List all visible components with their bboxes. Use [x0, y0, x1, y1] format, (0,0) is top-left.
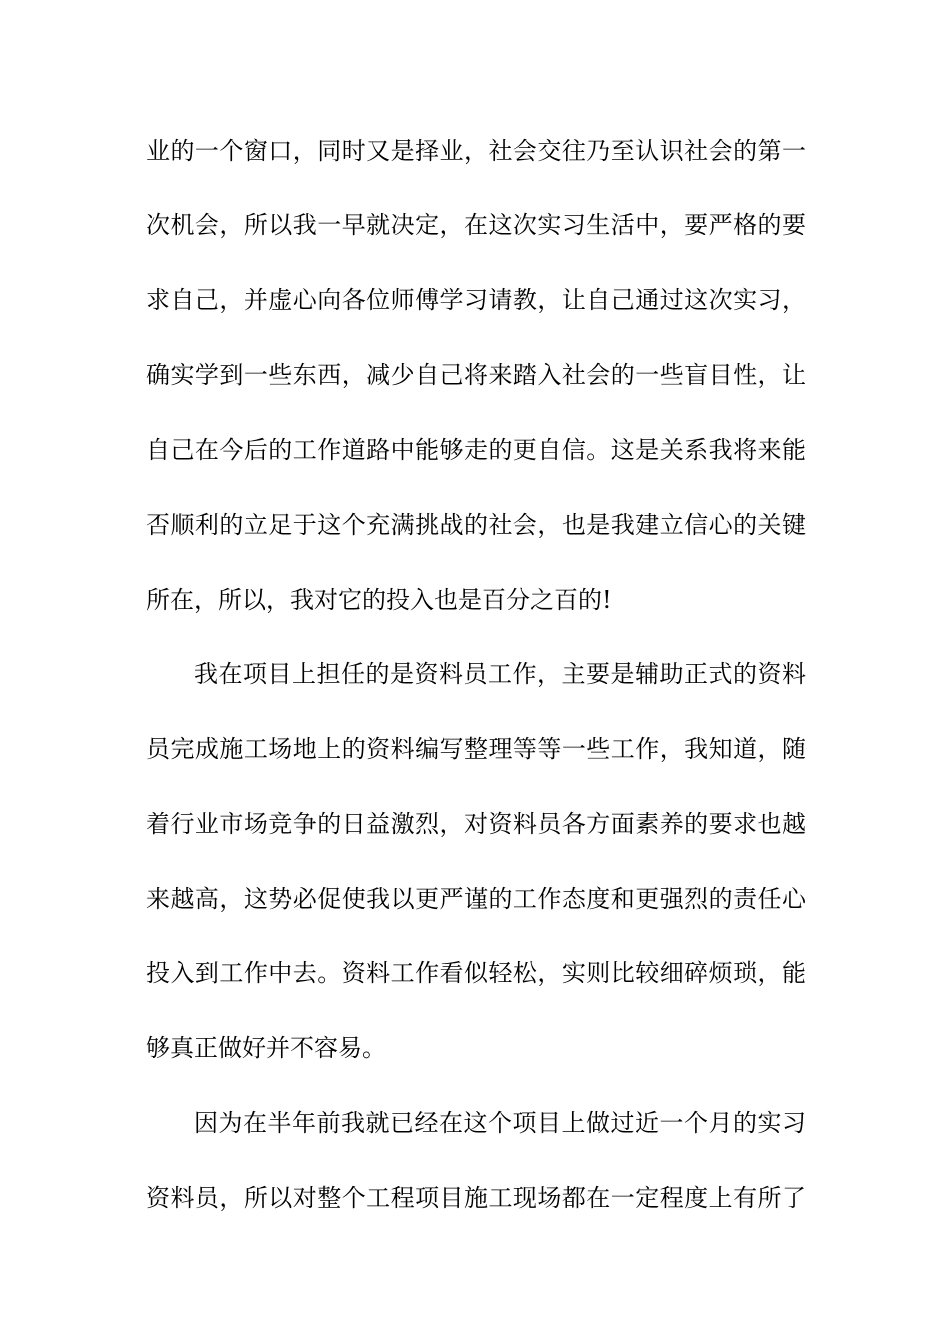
- paragraph-1-line-4: 确实学到一些东西，减少自己将来踏入社会的一些盲目性，让: [146, 361, 806, 389]
- paragraph-1-line-2: 次机会，所以我一早就决定，在这次实习生活中，要严格的要: [146, 211, 806, 239]
- paragraph-1-line-3: 求自己，并虚心向各位师傅学习请教，让自己通过这次实习，: [146, 286, 806, 314]
- paragraph-2-line-1: 我在项目上担任的是资料员工作，主要是辅助正式的资料: [194, 660, 806, 688]
- paragraph-1-line-6: 否顺利的立足于这个充满挑战的社会，也是我建立信心的关键: [146, 511, 806, 539]
- paragraph-1-line-5: 自己在今后的工作道路中能够走的更自信。这是关系我将来能: [146, 436, 806, 464]
- paragraph-2-line-5: 投入到工作中去。资料工作看似轻松，实则比较细碎烦琐，能: [146, 959, 806, 987]
- paragraph-2-line-6: 够真正做好并不容易。: [146, 1034, 386, 1062]
- paragraph-3-line-1: 因为在半年前我就已经在这个项目上做过近一个月的实习: [194, 1109, 806, 1137]
- paragraph-2-line-4: 来越高，这势必促使我以更严谨的工作态度和更强烈的责任心: [146, 885, 806, 913]
- paragraph-2-line-3: 着行业市场竞争的日益激烈，对资料员各方面素养的要求也越: [146, 810, 806, 838]
- paragraph-2-line-2: 员完成施工场地上的资料编写整理等等一些工作，我知道，随: [146, 735, 806, 763]
- paragraph-1-line-1: 业的一个窗口，同时又是择业，社会交往乃至认识社会的第一: [146, 137, 806, 165]
- paragraph-3-line-2: 资料员，所以对整个工程项目施工现场都在一定程度上有所了: [146, 1184, 806, 1212]
- paragraph-1-line-7: 所在，所以，我对它的投入也是百分之百的!: [146, 586, 612, 614]
